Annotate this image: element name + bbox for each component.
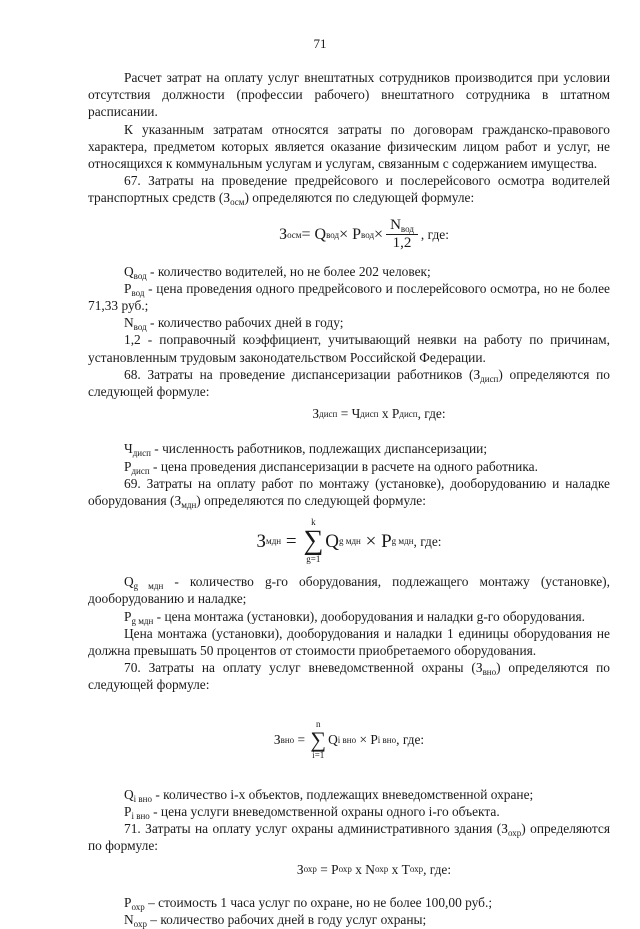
paragraph-68: 68. Затраты на проведение диспансеризации работников $(З_{дисп})$ определяются по следующей формуле: [88,366,610,400]
definition-67-n: $N_{вод}$ - количество рабочих дней в году; [124,315,344,333]
page-number: 71 [313,36,327,51]
definition-67-p: $P_{вод}$ - цена проведения одного предрейсового и послерейсового осмотра, но не более 71,33 руб.; [88,280,610,314]
definition-69-q: $Q_{g мдн}$ - количество g-го оборудования, подлежащего монтажу (установке), дооборудованию и наладке; [88,574,610,607]
definition-67-q: $Q_{вод}$ - количество водителей, но не более 202 человек; [124,263,431,281]
definition-71-n: $N_{охр}$ – количество рабочих дней в году услуг охраны; [124,911,427,929]
page-body [88,69,610,928]
paragraph-1: Расчет затрат на оплату услуг внештатных сотрудников производится при условии отсутствия должности (профессии рабочего) внештатного сотрудника в штатном расписании. [88,70,610,120]
sum-symbol: k ∑ g=1 [303,517,324,565]
paragraph-71: 71. Затраты на оплату услуг охраны административного здания $(З_{охр})$ определяются по формуле: [88,821,610,854]
definition-67-k: 1,2 - поправочный коэффициент, учитывающий неявки на работу по причинам, установленным трудовым законодательством Российской Федерации. [88,332,610,365]
definition-68-ch: $Ч_{дисп}$ - численность работников, подлежащих диспансеризации; [124,441,488,459]
sum-symbol: n ∑ i=1 [310,718,327,760]
formula-68: З дисп = Ч дисп x Р дисп , где: [312,406,446,422]
paragraph-67: 67. Затраты на проведение предрейсового и послерейсового осмотра водителей транспортных средств $(З_{осм})$ определяются по следующей формуле: [88,173,610,208]
formula-69: З мдн = k ∑ g=1 Q g мдн × P g мдн , где: [256,517,442,565]
formula-67: З осм = Q вод × P вод × $\frac{N_{вод}}{1,2}$ , где: [279,216,449,252]
definition-71-p: $Р_{охр}$ – стоимость 1 часа услуг по охране, но не более 100,00 руб.; [124,894,493,912]
formula-71: З охр = Р охр x N охр x Т охр , где: [296,861,452,877]
formula-70: З вно = n ∑ i=1 Q i вно × P i вно , где: [273,718,425,760]
paragraph-70: 70. Затраты на оплату услуг вневедомственной охраны $(З_{вно})$ определяются по следующей формуле: [88,660,610,693]
paragraph-69: 69. Затраты на оплату работ по монтажу (установке), дооборудованию и наладке оборудования $(З_{мдн})$ определяются по следующей формуле: [88,475,610,511]
definition-69-p: $P_{g мдн}$ - цена монтажа (установки), дооборудования и наладки g-го оборудования. [124,608,586,626]
definition-70-p: $P_{i вно}$ - цена услуги вневедомственной охраны одного i-го объекта. [124,803,500,821]
definition-70-q: $Q_{i вно}$ - количество i-х объектов, подлежащих вневедомственной охране; [124,786,534,804]
definition-68-p: $Р_{дисп}$ - цена проведения диспансеризации в расчете на одного работника. [124,458,538,476]
paragraph-2: К указанным затратам относятся затраты по договорам гражданско-правового характера, предметом которых является оказание физическим лицом работ и услуг, не относящихся к коммунальным услугам и услугам, связанным с содержанием имущества. [88,121,610,172]
paragraph-69b: Цена монтажа (установки), дооборудования и наладки 1 единицы оборудования не должна превышать 50 процентов от стоимости приобретаемого оборудования. [88,625,610,659]
